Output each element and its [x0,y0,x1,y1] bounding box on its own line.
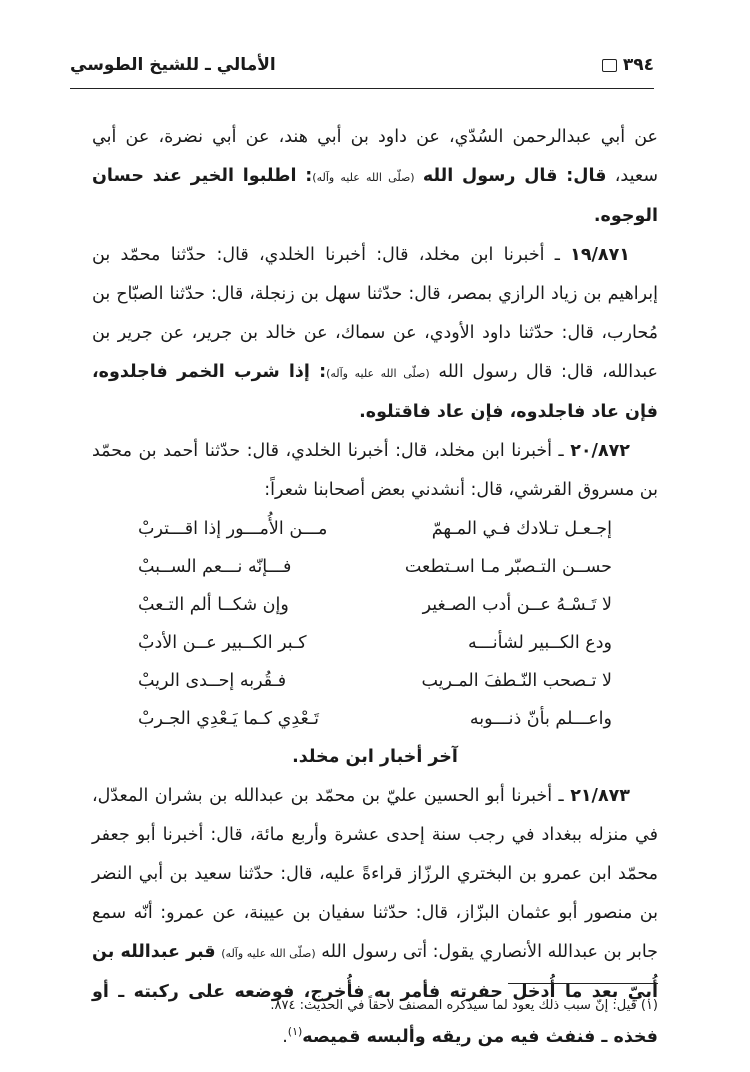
hadith-text: ـ أخبرنا أبو الحسين عليّ بن محمّد بن عبدالله بن بشران المعدّل، في منزله ببغداد في رجب سنة إحدى عشرة وأربع مائة، قال: أخبرنا أبو جعفر محمّد ابن عمرو بن البختري الرزّاز قراءةً عليه، قال: حدّثنا سعيد بن أبي النضر بن منصور أبو عثمان البزّاز، قال: حدّثنا سفيان بن عيينة، عن عمرو: أنّه سمع جابر بن عبدالله الأنصاري يقول: أتى رسول الله [92,786,659,962]
footnote: (١) قيل: إنّ سبب ذلك يعود لما سيذكره المصنف لاحقاً في الحديث: ٨٧٤. [270,998,658,1013]
poem-verse [138,624,612,662]
poem-verse [138,586,612,624]
text-line: : اطلبوا الخير عند حسان الوجوه. [92,166,658,226]
hemistich: كـبر الكــبير عــن الأدبْ [138,633,307,653]
hadith-text: : إذا شرب الخمر فاجلدوه، فإن عاد فاجلدوه، فإن عاد فاقتلوه. [92,362,658,422]
hemistich: تَـعْدِي كـما يَـعْدِي الجـربْ [138,709,319,729]
hadith-text: ـ أخبرنا ابن مخلد، قال: أخبرنا الخلدي، قال: حدّثنا أحمد بن محمّد بن مسروق القرشي، قال: أنشدني بعض أصحابنا شعراً: [92,441,658,500]
hadith-paragraph [92,432,658,510]
salawat: (صلّى الله عليه وآله) [312,171,415,184]
hemistich: إجـعـل تـلادك فـي المـهمّ [431,519,612,539]
hadith-number: ٢١/٨٧٣ [570,786,630,806]
hemistich: لا تَـسْـهُ عــن أدب الصـغير [422,595,612,615]
hadith-number: ١٩/٨٧١ [570,245,630,265]
poem-verse [138,662,612,700]
main-text [92,118,658,1057]
poem [92,510,658,738]
hemistich: فـقُربه إحــدى الريبْ [138,671,287,691]
footnote-divider [508,983,658,984]
hadith-paragraph: ٢١/٨٧٣ ـ أخبرنا أبو الحسين عليّ بن محمّد بن عبدالله بن بشران المعدّل، في منزله ببغداد في رجب سنة إحدى عشرة وأربع مائة، قال: أخبرنا أبو جعفر محمّد ابن عمرو بن البختري الرزّاز قراءةً عليه، قال: حدّثنا سعيد بن أبي النضر بن منصور أبو عثمان البزّاز، قال: حدّثنا سفيان بن عيينة، عن عمرو: أنّه سمع جابر بن عبدالله الأنصاري يقول: أتى رسول الله (صلّى الله عليه وآله) قبر عبدالله بن أُبيّ بعد ما أُدخل حفرته فأمر به فأُخرج، فوضعه على ركبته ـ أو فخذه ـ فنفث فيه من ريقه وألبسه قميصه$^{(١)}$. [92,786,659,1047]
hadith-text: ـ أخبرنا ابن مخلد، قال: أخبرنا الخلدي، قال: حدّثنا محمّد بن إبراهيم بن زياد الرازي بمصر، قال: حدّثنا سهل بن زنجلة، قال: حدّثنا الصبّاح بن مُحارب، قال: حدّثنا داود الأودي، عن سماك، عن خالد بن جرير، عن جرير بن عبدالله، قال: قال رسول الله [92,245,658,382]
poem-verse [138,510,612,548]
hemistich: ودع الكــبير لشأنـــه [467,633,612,653]
section-closing: آخر أخبار ابن مخلد. [292,747,458,767]
page-number-text: ٣٩٤ [622,55,654,75]
page-header [70,48,654,89]
page-number [602,55,654,75]
text-line: عن أبي عبدالرحمن السُدّي، عن داود بن أبي هند، عن أبي نضرة، عن أبي سعيد، [92,127,658,186]
hadith-paragraph [92,236,658,432]
running-title: الأمالي ـ للشيخ الطوسي [70,55,276,75]
paragraph-continuation [92,118,658,236]
text-line: قال: قال رسول الله [422,166,607,186]
page-number-box-icon [602,59,617,72]
poem-verse [138,548,612,586]
salawat: (صلّى الله عليه وآله) [326,367,430,380]
hadith-text: قبر عبدالله بن أُبيّ بعد ما أُدخل حفرته فأمر به فأُخرج، فوضعه على ركبته ـ أو فخذه ـ فنفث فيه من ريقه وألبسه قميصه [92,942,658,1047]
hemistich: فـــإنّه نـــعم الســببْ [138,557,292,577]
footnote-marker: (١) [287,1025,303,1038]
salawat: (صلّى الله عليه وآله) [221,947,316,960]
hadith-number: ٢٠/٨٧٢ [570,441,630,461]
poem-verse [138,700,612,738]
hemistich: وإن شكــا ألم التـعبْ [138,595,289,615]
hemistich: لا تـصحب النّـطفَ المـريب [421,671,612,691]
hemistich: حســن التـصبّر مـا اسـتطعت [404,557,612,577]
hemistich: مـــن الأُمـــور إذا اقـــتربْ [138,519,328,539]
hemistich: واعـــلم بأنّ ذنـــوبه [469,709,612,729]
